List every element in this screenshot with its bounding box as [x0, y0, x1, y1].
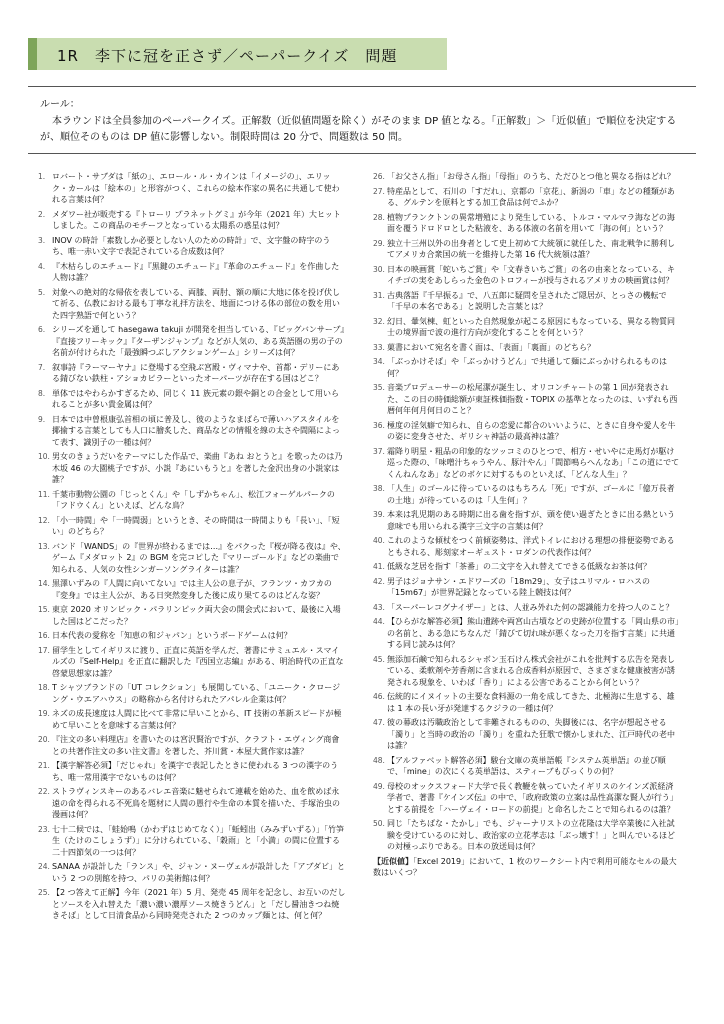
question-text: 音楽プロデューサーの松尾潔が誕生し、オリコンチャートの第 1 回が発表された、この日の時価総額が東証株価指数・TOPIX の基準となったのは、いずれも西暦何年何月何日のこと？ — [387, 383, 678, 415]
question-number: 13. — [38, 541, 50, 551]
question-number: 18. — [38, 683, 50, 692]
question-number: 5. — [38, 287, 46, 297]
question-text: 母校のオックスフォード大学で長く教鞭を執っていたイギリスのケインズ派経済学者で、著書『ケインズ伝』の中で、「政府政策の立案は品性高潔な賢人が行う」とする前提を「ハーヴェイ・ロードの前提」と命名したことで知られるのは誰？ — [387, 781, 678, 814]
question-text: 留学生としてイギリスに渡り、正直に英語を学んだ、著書にサミュエル・スマイルズの『Self-Help』を正直に翻訳した『西国立志編』がある、明治時代の正直な啓蒙思想家は誰？ — [52, 645, 344, 678]
question-item — [373, 483, 681, 506]
question-number: 4. — [38, 261, 46, 271]
question-item — [373, 264, 681, 287]
question-item — [38, 209, 346, 232]
question-item — [38, 604, 346, 627]
question-text: 伝統的にイヌイットの主要な食料源の一角を成してきた、北極海に生息する、雄は 1 本の長い牙が発達するクジラの一種は何？ — [387, 692, 675, 713]
question-item — [38, 362, 346, 385]
question-item — [373, 755, 681, 778]
question-item — [38, 630, 346, 642]
question-item — [38, 261, 346, 284]
question-text: これのような傾杖をつく前傾姿勢は、洋式トイレにおける理想の排便姿勢であるともされる、彫刻家オーギュスト・ロダンの代表作は何？ — [387, 536, 675, 557]
question-number: 35. — [373, 383, 385, 392]
question-item — [38, 414, 346, 449]
question-text: 幻日、暈気棟、虹といった自然現象が起こる原因にもなっている、異なる物質同士の境界面で波の進行方向が変化することを何という？ — [387, 316, 675, 337]
question-number: 23. — [38, 824, 50, 834]
question-text: 「小一時間」や「一時間弱」というとき、その時間は一時間よりも「長い」、「短い」のどちら？ — [52, 515, 340, 536]
question-item — [38, 786, 346, 821]
question-text: シリーズを通して hasegawa takuji が開発を担当している、『ビッグバンサーブ』『直接フリーキック』『ターザンジャンプ』などが人気の、ある英語圏の男の子の名前が付けられた「最強瞬つぶしアクションゲーム」シリーズは何？ — [52, 325, 345, 357]
question-text: ネズの成長速度は人間に比べて非常に早いことから、IT 技術の革新スピードが極めて早いことを意味する言葉は何？ — [52, 709, 342, 730]
question-number: 15. — [38, 605, 50, 614]
question-item — [38, 515, 346, 538]
question-text: 日本の映画賞「蛇いちご賞」や「文春きいちご賞」の名の由来となっている、キイチゴの実をあしらった金色のトロフィーが授与されるアメリカの映画賞は何？ — [387, 264, 675, 285]
question-item — [373, 171, 681, 183]
question-text: 独立十三州以外の出身者として史上初めて大統領に就任した、南北戦争に勝利してアメリカ合衆国の統一を維持した第 16 代大統領は誰？ — [387, 238, 675, 259]
question-text: SANAA が設計した「ランス」や、ジャン・ヌーヴェルが設計した「アブダビ」という 2 つの別館を持つ、パリの美術館は何？ — [52, 862, 345, 883]
question-item — [38, 645, 346, 680]
page-title: 1R 李下に冠を正さず／ペーパークイズ 問題 — [57, 47, 398, 65]
question-item — [373, 316, 681, 339]
question-item — [38, 287, 346, 322]
question-number: 21. — [38, 761, 50, 770]
question-item — [38, 578, 346, 601]
question-number: 12. — [38, 515, 50, 525]
question-text: 『木枯らしのエチュード』『黒鍵のエチュード』『革命のエチュード』を作曲した人物は誰？ — [52, 261, 340, 282]
question-number: 30. — [373, 264, 385, 274]
question-number: 27. — [373, 186, 385, 196]
question-number: 44. — [373, 617, 385, 626]
question-item — [38, 451, 346, 486]
question-number: 9. — [38, 414, 46, 424]
question-number: 28. — [373, 212, 385, 222]
question-text: 日本では中曽根康弘首相の頃に普及し、彼のようなまばらで薄いハアスタイルを揶揄する言葉としても人口に膾炙した、商品などの情報を線の太さや間隔によって表す、識別子の一種は何？ — [52, 414, 340, 447]
question-number: 29. — [373, 238, 385, 248]
question-number: 41. — [373, 562, 385, 571]
question-item — [373, 290, 681, 313]
rules-section — [40, 97, 690, 147]
question-item — [373, 616, 681, 651]
question-item — [373, 602, 681, 614]
question-number: 43. — [373, 602, 385, 612]
question-number: 48. — [373, 755, 385, 765]
question-text: 千葉市動物公園の「じっとくん」や「しずかちゃん」、松江フォーゲルパークの「フドウくん」といえば、どんな鳥？ — [52, 489, 335, 510]
question-number: 8. — [38, 388, 46, 398]
question-item — [38, 682, 346, 705]
question-text: 同じ「たちばな・たかし」でも、ジャーナリストの立花隆は大学卒業後に入社試験を受けているのに対し、政治家の立花孝志は「ぶっ壊す！」と叫んでいるほどの対極っぷりである。日本の放送局は何？ — [387, 819, 675, 851]
question-item — [373, 781, 681, 816]
question-number: 49. — [373, 781, 385, 791]
question-number: 19. — [38, 709, 50, 718]
question-text: 日本代表の愛称を「知恵の和ジャパン」というボードゲームは何？ — [52, 631, 292, 640]
question-number: 45. — [373, 654, 385, 664]
divider-middle — [28, 153, 696, 154]
question-item — [373, 238, 681, 261]
question-text: 男女のきょうだいをテーマにした作品で、楽曲『あね おとうと』を歌ったのは乃木坂 46 の大園桃子ですが、小説『あにいもうと』を著した金沢出身の小説家は誰？ — [52, 452, 343, 484]
question-text: 「人生」のゴールに待っているのはもちろん「死」ですが、ゴールに「億万長者の土地」が待っているのは「人生何」？ — [387, 484, 675, 505]
question-text: 無添加石鹸で知られるシャボン玉石けん株式会社がこれを批判する広告を発表している、柔軟剤や芳香剤に含まれる合成香料が原因で、さまざまな健康被害が誘発される現象を、いわば「香り」による公害であることから何という？ — [387, 654, 675, 687]
question-text: 【2 つ答えて正解】今年（2021 年）5 月、発売 45 周年を記念し、お互いのだしとソースを入れ替えた「濃い濃い濃厚ソース焼きうどん」と「だし醤油きつね焼きそば」として日清食品から同時発売された 2 つのカップ麺とは、何と何？ — [52, 888, 346, 920]
question-text: 植物プランクトンの異常増殖により発生している、トルコ・マルマラ海などの海面を覆うドロドロとした粘液を、ある体液の名前を用いて「海の何」という？ — [387, 212, 675, 233]
question-text: 男子はジョナサン・エドワーズの「18m29」、女子はユリマル・ロハスの「15m67」が世界記録となっている陸上競技は何？ — [387, 576, 651, 597]
question-number: 10. — [38, 452, 50, 461]
question-item — [373, 186, 681, 209]
questions-list-right — [373, 171, 681, 853]
question-item — [38, 760, 346, 783]
question-number: 14. — [38, 579, 50, 588]
question-item — [373, 576, 681, 599]
question-text: 彼の幕政は汚職政治として非難されるものの、失脚後には、名字が想起させる「濁り」と当時の政治の「濁り」を重ねた狂歌で懐かしまれた、江戸時代の老中は誰？ — [387, 718, 675, 750]
question-number: 31. — [373, 290, 385, 300]
question-item — [373, 212, 681, 235]
question-text: 対象への絶対的な帰依を表している、両膝、両肘、額の順に大地に体を投げ伏して祈る、仏教における最も丁寧な礼拝方法を、地面につける体の部位の数を用いた四字熟語で何という？ — [52, 287, 340, 320]
question-text: 叙事詩『ラーマーヤナ』に登場する空飛ぶ宮殿・ヴィマナや、首都・デリーにある錆びない鉄柱・アショカピラーといったオーパーツが存在する国はどこ？ — [52, 362, 340, 383]
question-text: 黒澤いずみの『人間に向いてない』では主人公の息子が、フランツ・カフカの『変身』では主人公が、ある日突然変身した後に成り果てるのはどんな姿？ — [52, 579, 332, 600]
question-number: 40. — [373, 536, 385, 545]
question-item — [373, 691, 681, 714]
question-text: 古典落語『千早振る』で、八五郎に疑問を呈されたご隠居が、とっさの機転で「千早の本名である」と説明した言葉とは？ — [387, 290, 667, 311]
question-item — [38, 824, 346, 859]
question-number: 50. — [373, 819, 385, 828]
question-text: バンド「WANDS」の『世界が終わるまでは…』をパクった『桜が降る夜は』や、ゲーム『メダロット 2』の BGM を完コピした『マリーゴールド』などの楽曲で知られる、人気の女性シンガーソングライターは誰？ — [52, 541, 346, 574]
question-number: 47. — [373, 718, 385, 727]
divider-top — [28, 86, 696, 87]
question-text: ストラヴィンスキーのあるバレエ音楽に魅せられて連載を始めた、血を飲めば永遠の命を得られる不死鳥を題材に人間の愚行や生命の本質を描いた、手塚治虫の漫画は何？ — [52, 787, 340, 819]
question-text: 「スーパーレコグナイザー」とは、人並み外れた何の認識能力を持つ人のこと？ — [387, 602, 674, 612]
question-number: 46. — [373, 692, 385, 701]
questions-column-left — [38, 171, 346, 925]
question-item — [38, 171, 346, 206]
question-number: 34. — [373, 357, 385, 366]
question-number: 37. — [373, 446, 385, 456]
question-number: 2. — [38, 209, 46, 219]
question-number: 25. — [38, 888, 50, 897]
question-number: 33. — [373, 342, 385, 352]
question-text: 七十二候では、「蛙始鳴（かわずはじめてなく）」「蚯蚓出（みみずいずる）」「竹笋生（たけのこしょうず）」に分けられている、「穀雨」と「小満」の間に位置する二十四節気の一つは何？ — [52, 824, 344, 857]
rules-heading: ルール： — [40, 99, 80, 110]
question-number: 38. — [373, 484, 385, 493]
bonus-text: 「Excel 2019」において、1 枚のワークシート内で利用可能なセルの最大数はいくつ？ — [373, 856, 677, 877]
question-item — [38, 861, 346, 884]
question-item — [373, 342, 681, 354]
question-text: 【ひらがな解答必須】熊山遺跡や両宮山古墳などの史跡が位置する「岡山県の市」の名前と、ある急にちなんだ「錆びて切れ味が悪くなった刀を指す言葉」に共通する同じ読みは何？ — [387, 617, 679, 649]
bonus-question — [373, 856, 681, 879]
question-text: 『注文の多い料理店』を書いたのは宮沢賢治ですが、クラフト・エヴィング商會との共著作注文の多い注文書』を著した、芥川賞・本屋大賞作家は誰？ — [52, 735, 340, 756]
question-number: 16. — [38, 631, 50, 640]
question-number: 42. — [373, 576, 385, 586]
title-banner — [28, 38, 447, 70]
question-number: 32. — [373, 316, 385, 326]
question-number: 1. — [38, 172, 46, 181]
question-number: 20. — [38, 735, 50, 744]
question-number: 11. — [38, 489, 50, 499]
question-item — [373, 446, 681, 481]
question-number: 3. — [38, 235, 46, 245]
question-item — [373, 420, 681, 443]
question-number: 7. — [38, 362, 46, 372]
question-item — [373, 509, 681, 532]
question-item — [38, 235, 346, 258]
question-item — [373, 561, 681, 573]
question-number: 26. — [373, 172, 385, 181]
question-item — [373, 382, 681, 417]
question-text: 極度の淫気癖で知られ、自らの恋愛に都合のいいように、ときに自身や愛人を牛の姿に変身させた、ギリシャ神話の最高神は誰？ — [387, 420, 676, 441]
question-text: ロバート・サブダは「紙の」、エロール・ル・カインは「イメージの」、エリック・カールは「絵本の」と形容がつく、これらの絵本作家の異名に共通して使われる言葉は何？ — [52, 172, 340, 204]
question-text: INOV の時計「素数しか必要としない人のための時計」で、文字盤の時字のうち、唯一赤い文字で表記されている合成数は何？ — [52, 235, 331, 256]
question-number: 6. — [38, 325, 46, 334]
question-text: 本来は乳児期のある時期に出る歯を指すが、頭を使い過ぎたときに出る熱という意味でも用いられる漢字三文字の言葉は何？ — [387, 510, 675, 531]
question-text: 「お父さん指」「お母さん指」「母指」のうち、ただひとつ他と異なる指はどれ？ — [387, 172, 675, 181]
question-item — [38, 541, 346, 576]
question-number: 39. — [373, 510, 385, 519]
question-item — [38, 324, 346, 359]
question-text: 【漢字解答必須】「だじゃれ」を漢字で表記したときに使われる 3 つの漢字のうち、唯一常用漢字でないものは何？ — [52, 761, 339, 782]
question-text: 特産品として、石川の「すだれ」、京都の「京花」、新潟の「車」などの種類がある、グルテンを原料とする加工食品は何でふか？ — [387, 186, 675, 207]
question-text: 東京 2020 オリンピック・パラリンピック両大会の開会式において、最後に入場した国はどこだった？ — [52, 605, 341, 626]
question-item — [373, 654, 681, 689]
question-text: T シャツブランドの「UT コレクション」も展開している、「ユニーク・クロージング・ウエアハウス」の略称から名付けられたアパレル企業は何？ — [52, 683, 341, 704]
bonus-label: 【近似値】 — [373, 856, 413, 866]
question-item — [373, 717, 681, 752]
question-text: 低級な芝居を指す「茶番」の二文字を入れ替えてできる低級なお茶は何？ — [387, 562, 651, 571]
question-number: 17. — [38, 645, 50, 655]
question-text: 単体ではやわらかすぎるため、同じく 11 族元素の銀や銅との合金として用いられることが多い貴金属は何？ — [52, 388, 339, 409]
question-item — [373, 818, 681, 853]
question-number: 36. — [373, 420, 385, 430]
question-item — [373, 356, 681, 379]
questions-column-right — [373, 171, 681, 882]
question-item — [38, 708, 346, 731]
question-text: 【アルファベット解答必須】駿台文庫の英単語帳『システム英単語』の並び順で、「mine」の次にくる英単語は、スティーブもびっくりの何？ — [387, 755, 666, 776]
question-item — [38, 734, 346, 757]
question-item — [38, 887, 346, 922]
question-number: 22. — [38, 787, 50, 796]
question-item — [38, 388, 346, 411]
question-item — [38, 489, 346, 512]
question-text: 菓書において宛名を書く面は、「表面」「裏面」のどちら？ — [387, 342, 595, 352]
rules-text: 本ラウンドは全員参加のペーパークイズ。正解数（近似値問題を除く）がそのまま DP 値となる。「正解数」＞「近似値」で順位を決定するが、順位そのものは DP 値に影響しない。制限時間は 20 分で、問題数は 50 問。 — [40, 115, 677, 143]
question-text: 霜降り明星・粗品の印象的なツッコミのひとつで、相方・せいやに走馬灯が駆け巡った際の、「味噌汁ちゃうやん、豚汁やん」「間節鳴らへんなあ」「この道にでてくんねんなあ」などのボケに対するものといえば、「どんな人生」？ — [387, 446, 680, 479]
question-text: メダワー社が販売する『トローリ プラネットグミ』が今年（2021 年）大ヒットしました。この商品のモチーフとなっている太陽系の惑星は何？ — [52, 209, 341, 230]
question-item — [373, 535, 681, 558]
question-text: 「ぶっかけそば」や「ぶっかけうどん」で共通して麺にぶっかけられるものは何？ — [387, 357, 667, 378]
question-number: 24. — [38, 862, 50, 871]
